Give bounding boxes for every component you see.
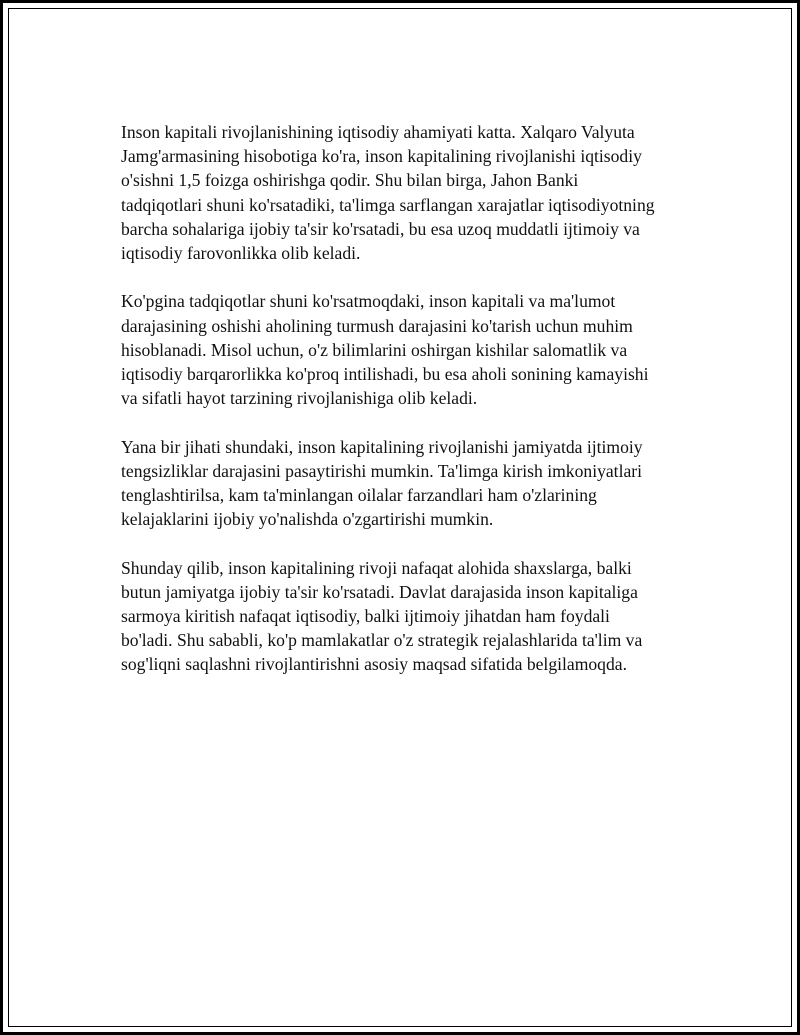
document-body xyxy=(121,120,691,701)
paragraph-4: Shunday qilib, inson kapitalining rivoji nafaqat alohida shaxslarga, balki butun jamiyatga ijobiy ta'sir ko'rsatadi. Davlat darajasida inson kapitaliga sarmoya kiritish nafaqat iqtisodiy, balki ijtimoiy jihatdan ham foydali bo'ladi. Shu sababli, ko'p mamlakatlar o'z strategik rejalashlarida ta'lim va sog'liqni saqlashni rivojlantirishni asosiy maqsad sifatida belgilamoqda. xyxy=(121,557,643,675)
paragraph-1: Inson kapitali rivojlanishining iqtisodiy ahamiyati katta. Xalqaro Valyuta Jamg'armasining hisobotiga ko'ra, inson kapitalining rivojlanishi iqtisodiy o'sishni 1,5 foizga oshirishga qodir. Shu bilan birga, Jahon Banki tadqiqotlari shuni ko'rsatadiki, ta'limga sarflangan xarajatlar iqtisodiyotning barcha sohalariga ijobiy ta'sir ko'rsatadi, bu esa uzoq muddatli ijtimoiy va iqtisodiy farovonlikka olib keladi. xyxy=(121,122,655,264)
paragraph-3: Yana bir jihati shundaki, inson kapitalining rivojlanishi jamiyatda ijtimoiy tengsizliklar darajasini pasaytirishi mumkin. Ta'limga kirish imkoniyatlari tenglashtirilsa, kam ta'minlangan oilalar farzandlari ham o'zlarining kelajaklarini ijobiy yo'nalishda o'zgartirishi mumkin. xyxy=(121,436,643,530)
paragraph-2: Ko'pgina tadqiqotlar shuni ko'rsatmoqdaki, inson kapitali va ma'lumot darajasining oshishi aholining turmush darajasini ko'tarish uchun muhim hisoblanadi. Misol uchun, o'z bilimlarini oshirgan kishilar salomatlik va iqtisodiy barqarorlikka ko'proq intilishadi, bu esa aholi sonining kamayishi va sifatli hayot tarzining rivojlanishiga olib keladi. xyxy=(121,291,649,409)
